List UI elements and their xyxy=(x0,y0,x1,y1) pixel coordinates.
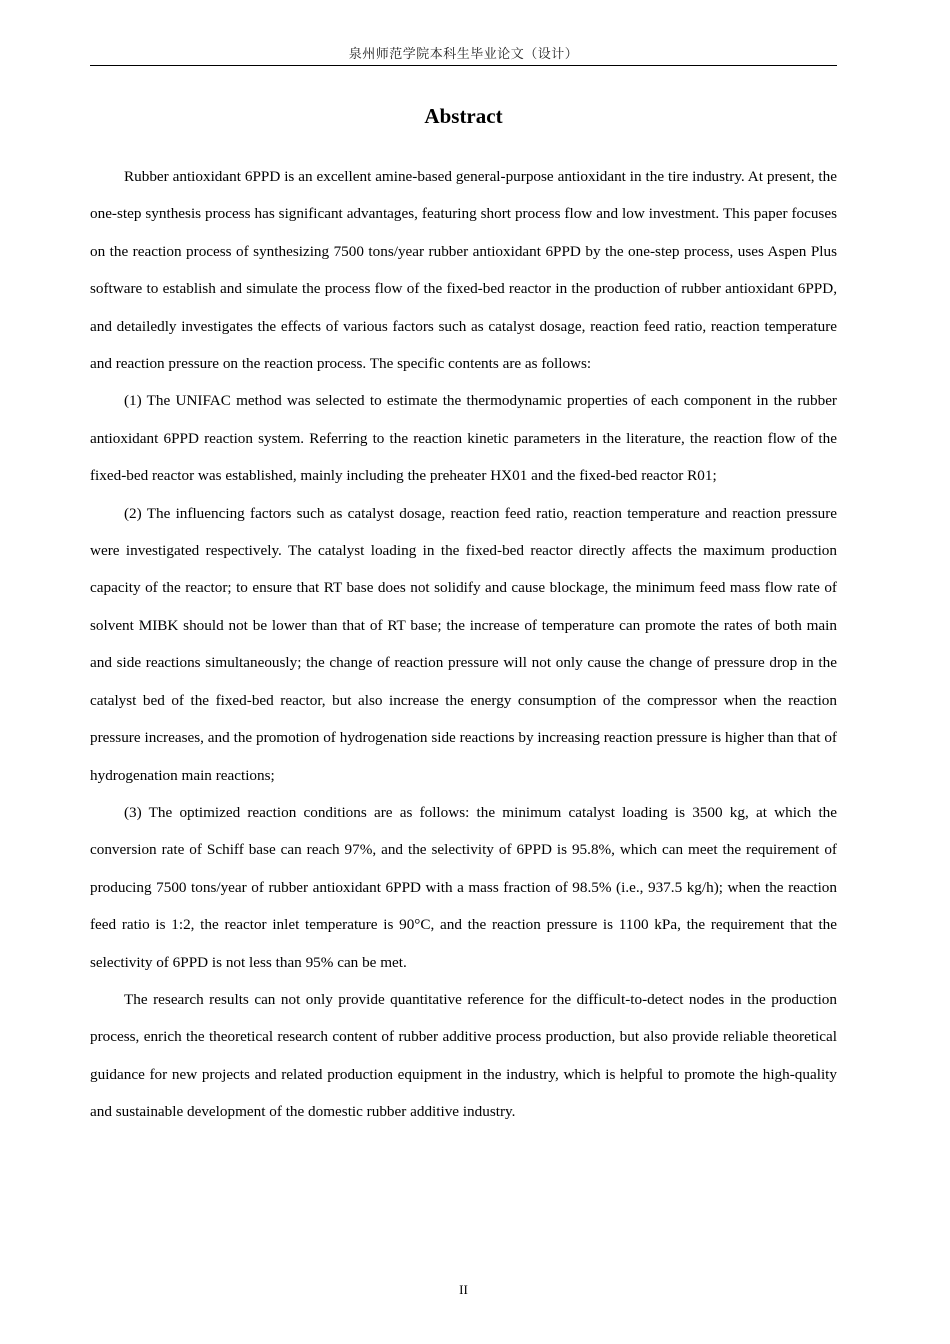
abstract-paragraph-point-2: (2) The influencing factors such as catalyst dosage, reaction feed ratio, reaction temperature and reaction pressure were investigated respectively. The catalyst loading in the fixed-bed reactor directly affects the maximum production capacity of the reactor; to ensure that RT base does not solidify and cause blockage, the minimum feed mass flow rate of solvent MIBK should not be lower than that of RT base; the increase of temperature can promote the rates of both main and side reactions simultaneously; the change of reaction pressure will not only cause the change of pressure drop in the catalyst bed of the fixed-bed reactor, but also increase the energy consumption of the compressor when the reaction pressure increases, and the promotion of hydrogenation side reactions by increasing reaction pressure is higher than that of hydrogenation main reactions; xyxy=(90,504,837,784)
page-title: Abstract xyxy=(424,104,503,128)
header-divider xyxy=(90,65,837,66)
running-header: 泉州师范学院本科生毕业论文（设计） xyxy=(348,46,579,61)
abstract-paragraph-point-3: (3) The optimized reaction conditions are as follows: the minimum catalyst loading is 3500 kg, at which the conversion rate of Schiff base can reach 97%, and the selectivity of 6PPD is 95.8%, which can meet the requirement of producing 7500 tons/year of rubber antioxidant 6PPD with a mass fraction of 98.5% (i.e., 937.5 kg/h); when the reaction feed ratio is 1:2, the reactor inlet temperature is 90°C, and the reaction pressure is 1100 kPa, the requirement that the selectivity of 6PPD is not less than 95% can be met. xyxy=(90,803,837,971)
page-number: II xyxy=(459,1282,468,1297)
abstract-body xyxy=(90,158,837,1131)
abstract-paragraph-point-1: (1) The UNIFAC method was selected to estimate the thermodynamic properties of each component in the rubber antioxidant 6PPD reaction system. Referring to the reaction kinetic parameters in the literature, the reaction flow of the fixed-bed reactor was established, mainly including the preheater HX01 and the fixed-bed reactor R01; xyxy=(90,392,837,485)
abstract-paragraph-conclusion: The research results can not only provide quantitative reference for the difficult-to-detect nodes in the production process, enrich the theoretical research content of rubber additive process production, but also provide reliable theoretical guidance for new projects and related production equipment in the industry, which is helpful to promote the high-quality and sustainable development of the domestic rubber additive industry. xyxy=(90,990,837,1121)
abstract-paragraph-intro: Rubber antioxidant 6PPD is an excellent amine-based general-purpose antioxidant in the tire industry. At present, the one-step synthesis process has significant advantages, featuring short process flow and low investment. This paper focuses on the reaction process of synthesizing 7500 tons/year rubber antioxidant 6PPD by the one-step process, uses Aspen Plus software to establish and simulate the process flow of the fixed-bed reactor in the production of rubber antioxidant 6PPD, and detailedly investigates the effects of various factors such as catalyst dosage, reaction feed ratio, reaction temperature and reaction pressure on the reaction process. The specific contents are as follows: xyxy=(90,168,837,373)
